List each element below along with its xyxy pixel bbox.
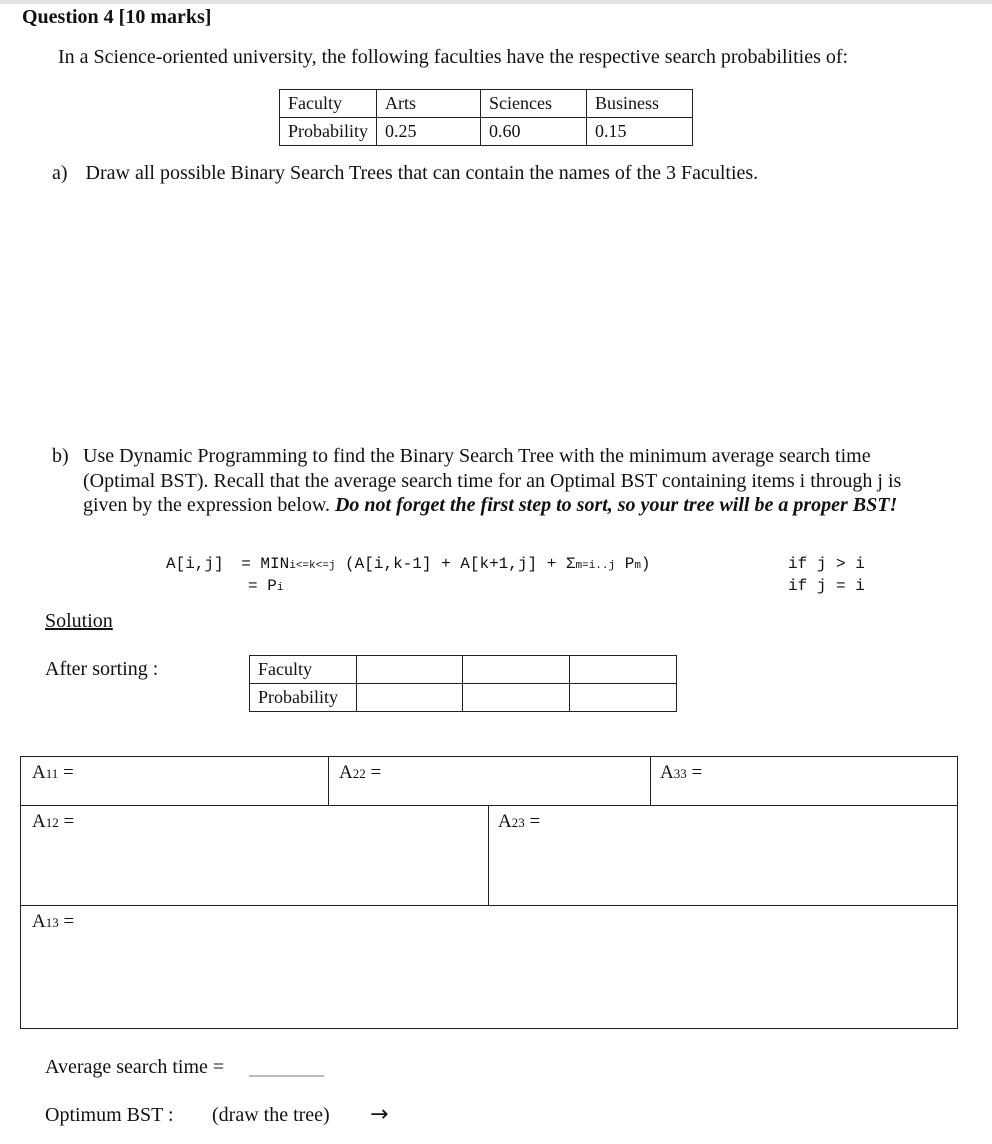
- grid-col-divider-2: [650, 756, 651, 806]
- part-b-text: [83, 444, 913, 518]
- optimum-bst-label: Optimum BST :: [45, 1104, 174, 1126]
- solution-heading: Solution: [45, 610, 113, 632]
- faculty-business: Business: [587, 90, 693, 118]
- cell-a11-base: A: [32, 762, 46, 783]
- formula-cond-1: if j > i: [788, 555, 865, 573]
- part-a-text: Draw all possible Binary Search Trees that can contain the names of the 3 Faculties.: [85, 162, 759, 184]
- sorted-cell[interactable]: [357, 656, 463, 684]
- sorted-table: [249, 655, 677, 712]
- cell-a11-sub: 11: [45, 766, 59, 781]
- grid-col-divider-3: [488, 805, 489, 906]
- cell-a23-base: A: [498, 811, 512, 832]
- sorted-cell[interactable]: [570, 684, 677, 712]
- table-row: [280, 118, 693, 146]
- faculty-sciences: Sciences: [481, 90, 587, 118]
- part-b-body: Use Dynamic Programming to find the Binary Search Tree with the minimum average search time (Optimal BST). Recall that the average search time for an Optimal BST containing items i through j is given by the expression below.: [83, 445, 902, 516]
- cell-a33[interactable]: [660, 762, 702, 784]
- cell-a11-eq: =: [58, 762, 74, 783]
- formula-cond-2: if j = i: [788, 577, 865, 595]
- prob-arts: 0.25: [377, 118, 481, 146]
- grid-border-left: [20, 756, 21, 1029]
- right-arrow-icon: →: [370, 1102, 389, 1127]
- cell-a23[interactable]: [498, 811, 540, 833]
- after-sorting-label: After sorting :: [45, 658, 159, 680]
- faculty-probability-table: [279, 89, 693, 146]
- part-a: [52, 162, 758, 185]
- grid-border-right: [957, 756, 958, 1029]
- cell-a23-sub: 23: [511, 815, 525, 830]
- faculty-arts: Arts: [377, 90, 481, 118]
- cell-a11[interactable]: [32, 762, 74, 784]
- cell-a13-eq: =: [58, 911, 75, 932]
- table-row: [250, 684, 677, 712]
- part-a-label: a): [52, 162, 68, 184]
- sorted-row-label-probability: Probability: [250, 684, 357, 712]
- formula-lhs: A[i,j]: [166, 555, 224, 573]
- cell-a33-base: A: [660, 762, 674, 783]
- cell-a22-sub: 22: [352, 766, 366, 781]
- cell-a33-sub: 33: [673, 766, 687, 781]
- part-b: [52, 444, 932, 544]
- grid-border-bottom: [20, 1028, 958, 1029]
- prob-business: 0.15: [587, 118, 693, 146]
- formula-p-subscript: m: [634, 560, 641, 572]
- grid-row-divider-1: [20, 805, 958, 806]
- table-row: [250, 656, 677, 684]
- sorted-cell[interactable]: [570, 656, 677, 684]
- average-search-time-label: Average search time =: [45, 1056, 225, 1078]
- cell-a23-eq: =: [524, 811, 541, 832]
- formula-expr-a: (A[i,k-1] + A[k+1,j] + Σ: [335, 555, 576, 573]
- draw-tree-hint: (draw the tree): [212, 1104, 330, 1126]
- formula-sum-subscript: m=i..j: [575, 560, 616, 572]
- cell-a22[interactable]: [339, 762, 381, 784]
- sorted-cell[interactable]: [357, 684, 463, 712]
- formula-min: = MIN: [241, 555, 290, 573]
- average-search-time-blank[interactable]: [249, 1075, 324, 1077]
- intro-text: In a Science-oriented university, the following faculties have the respective search probabilities of:: [58, 46, 849, 68]
- formula-line-1: [166, 555, 651, 573]
- grid-col-divider-1: [328, 756, 329, 806]
- cell-a12-sub: 12: [45, 815, 59, 830]
- formula-pi-subscript: i: [276, 582, 284, 594]
- part-b-emphasis: Do not forget the first step to sort, so your tree will be a proper BST!: [334, 494, 898, 516]
- cell-a12-base: A: [32, 811, 46, 832]
- sorted-cell[interactable]: [463, 684, 570, 712]
- sorted-row-label-faculty: Faculty: [250, 656, 357, 684]
- row-label-probability: Probability: [280, 118, 377, 146]
- formula-expr-c: ): [640, 555, 651, 573]
- question-title: Question 4 [10 marks]: [22, 6, 212, 28]
- formula-line-2: [248, 577, 283, 595]
- cell-a12-eq: =: [58, 811, 75, 832]
- cell-a13-base: A: [32, 911, 46, 932]
- part-b-label: b): [52, 445, 69, 467]
- sorted-cell[interactable]: [463, 656, 570, 684]
- formula-eq-p: = P: [248, 577, 277, 595]
- cell-a22-eq: =: [365, 762, 382, 783]
- row-label-faculty: Faculty: [280, 90, 377, 118]
- table-row: [280, 90, 693, 118]
- top-border: [0, 0, 992, 4]
- grid-border-top: [20, 756, 958, 757]
- cell-a33-eq: =: [686, 762, 703, 783]
- cell-a22-base: A: [339, 762, 353, 783]
- formula-min-subscript: i<=k<=j: [289, 560, 336, 572]
- cell-a13-sub: 13: [45, 915, 59, 930]
- cell-a12[interactable]: [32, 811, 74, 833]
- cell-a13[interactable]: [32, 911, 74, 933]
- prob-sciences: 0.60: [481, 118, 587, 146]
- grid-row-divider-2: [20, 905, 958, 906]
- formula-expr-b: P: [615, 555, 635, 573]
